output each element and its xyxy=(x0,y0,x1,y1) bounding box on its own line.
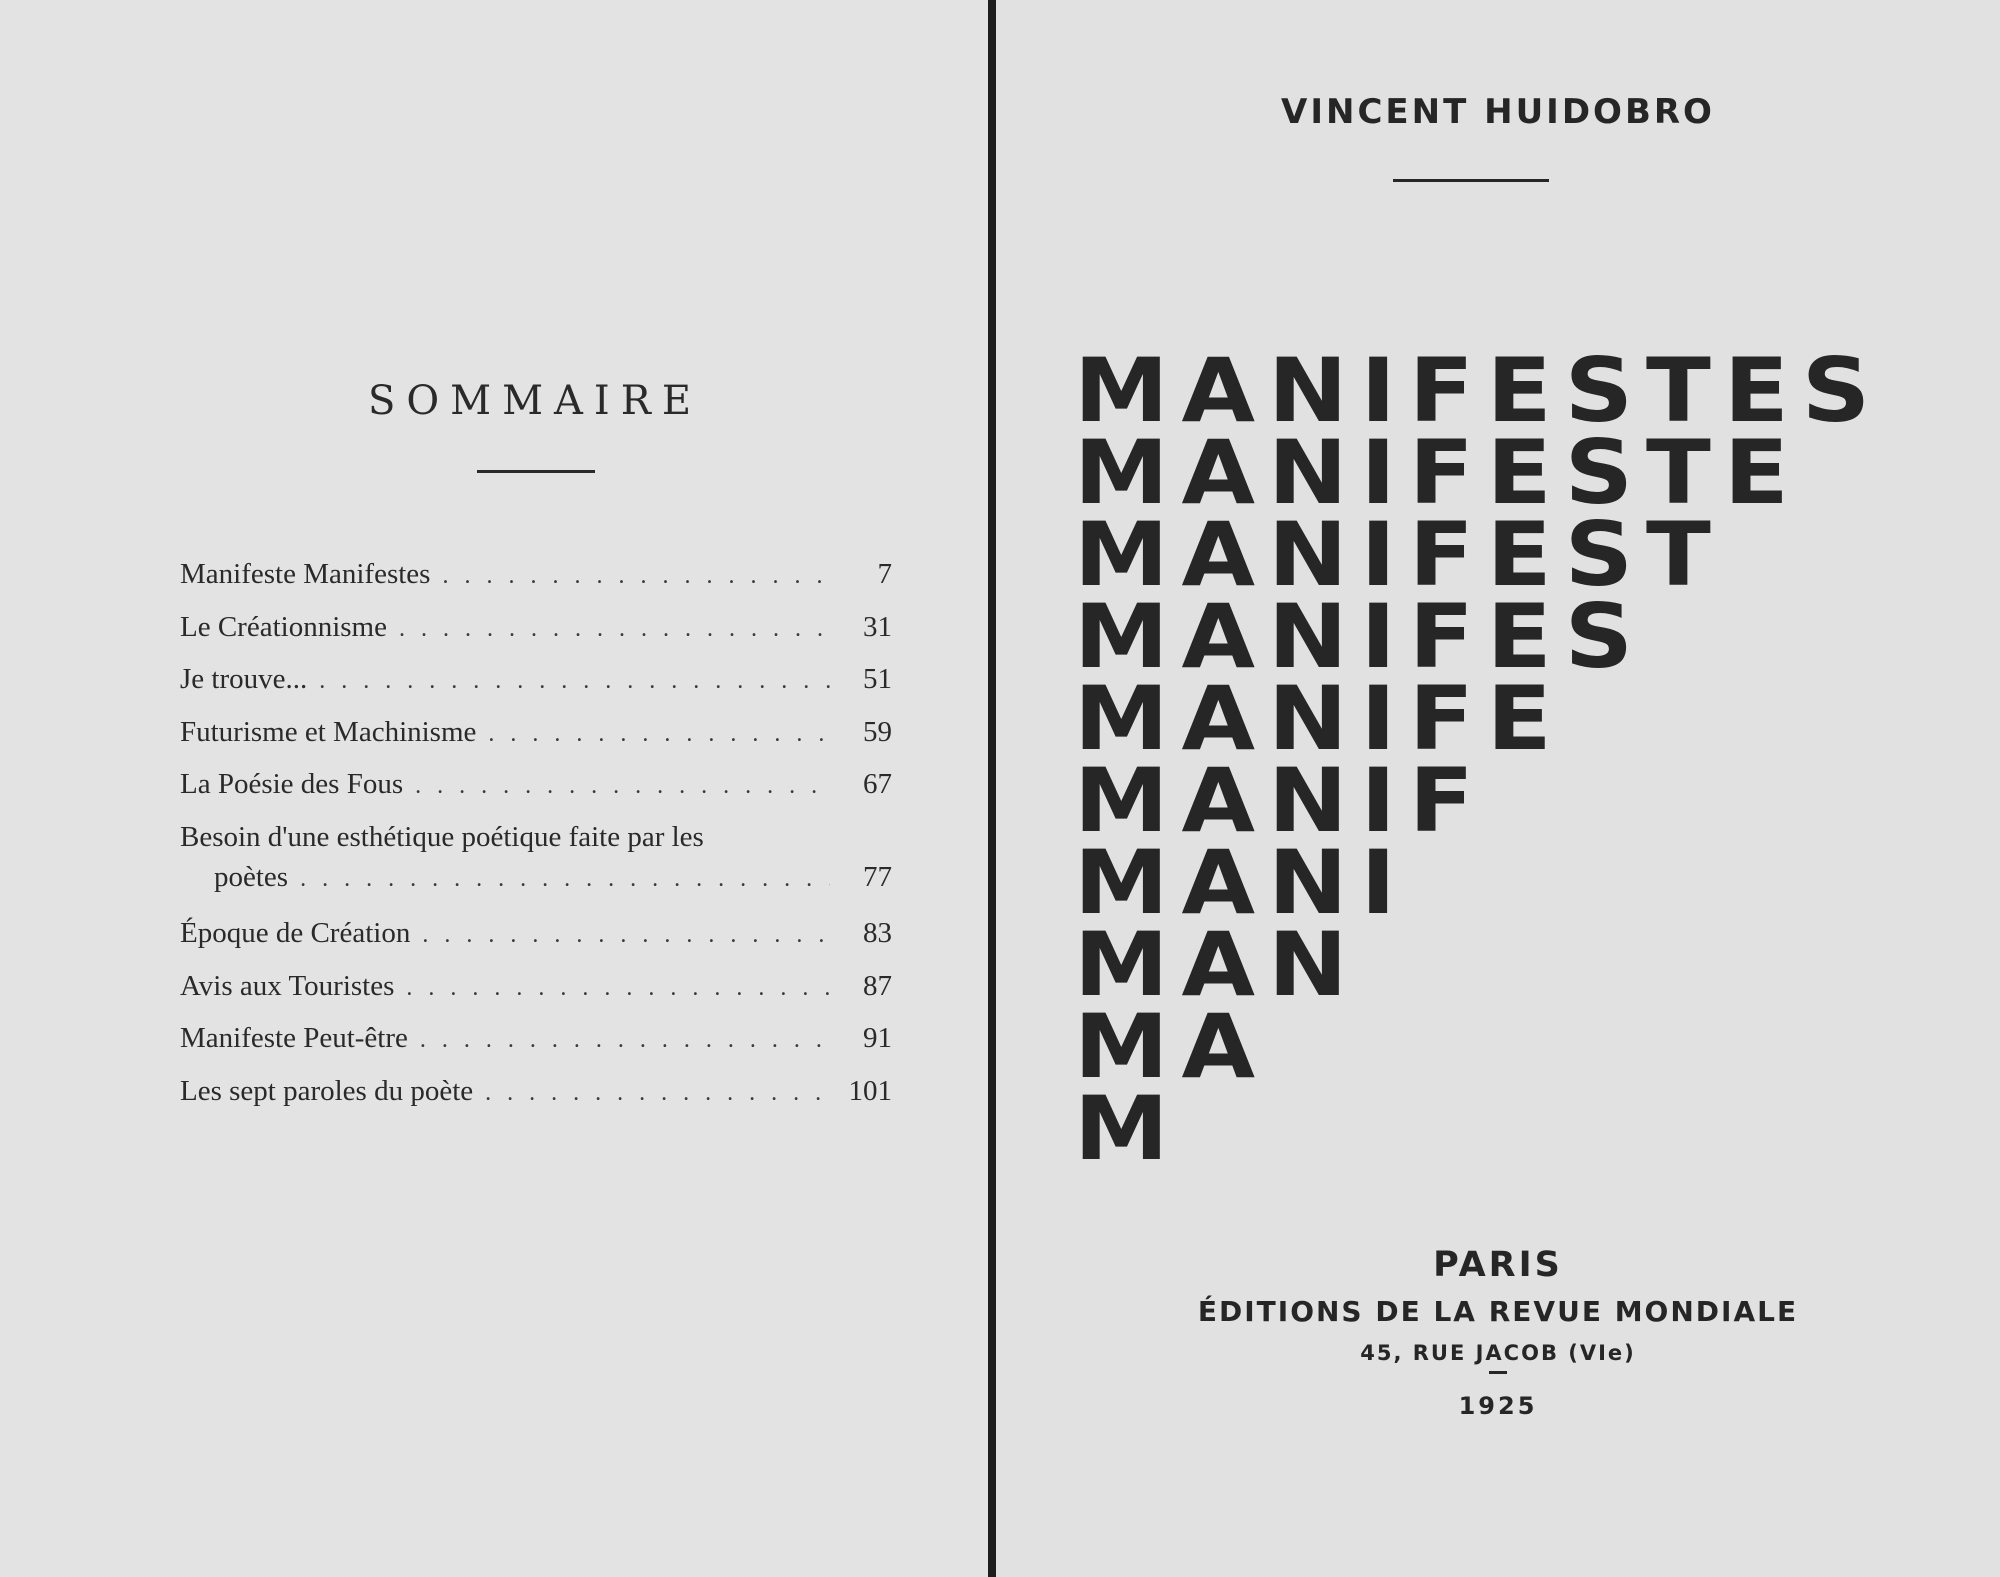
title-line: MANIF xyxy=(1074,749,1487,852)
title-line: M xyxy=(1074,1077,1182,1180)
title-line: MANIFESTES xyxy=(1074,339,1884,442)
toc-entry-title: Les sept paroles du poète xyxy=(180,1074,474,1107)
right-page xyxy=(996,0,2000,1577)
toc-entry-title: Je trouve... xyxy=(180,663,308,696)
author-rule xyxy=(1393,179,1549,182)
imprint-publisher: ÉDITIONS DE LA REVUE MONDIALE xyxy=(1197,1295,1799,1328)
dot-leader xyxy=(399,616,830,643)
toc-entry-page: 91 xyxy=(863,1022,892,1055)
title-line: MANIFEST xyxy=(1074,503,1724,606)
toc-entry xyxy=(180,716,892,769)
toc-entry xyxy=(180,970,892,1023)
toc-entry-page: 51 xyxy=(863,663,892,696)
toc-entry-page: 67 xyxy=(863,768,892,801)
imprint xyxy=(996,1245,2000,1420)
toc-entry-page: 59 xyxy=(863,715,892,748)
title-line: MANIFES xyxy=(1074,585,1647,688)
toc-entry-title: La Poésie des Fous xyxy=(180,768,404,801)
toc-entry xyxy=(180,558,892,611)
toc-entry xyxy=(180,1022,892,1075)
title-line: MANIFE xyxy=(1074,667,1565,770)
title-line: MAN xyxy=(1074,913,1361,1016)
toc-entry-title: Futurisme et Machinisme xyxy=(180,715,477,748)
book-gutter xyxy=(988,0,996,1577)
dot-leader xyxy=(422,922,830,949)
title-line: MANIFESTE xyxy=(1074,421,1802,524)
left-page xyxy=(0,0,988,1577)
toc-entry-title: Manifeste Manifestes xyxy=(180,558,431,590)
imprint-dash xyxy=(1489,1371,1507,1374)
dot-leader xyxy=(420,1027,830,1054)
dot-leader xyxy=(406,975,830,1002)
toc-entry-page: 77 xyxy=(863,860,892,893)
toc-entry-title: Avis aux Touristes xyxy=(180,969,395,1002)
table-of-contents xyxy=(180,558,892,1127)
toc-entry xyxy=(180,768,892,821)
dot-leader xyxy=(488,721,830,748)
toc-entry-title: Manifeste Peut-être xyxy=(180,1022,408,1055)
toc-entry-page: 87 xyxy=(863,969,892,1002)
toc-entry-page: 101 xyxy=(848,1074,892,1107)
toc-entry-continuation xyxy=(180,861,892,901)
imprint-address: 45, RUE JACOB (VIe) xyxy=(1360,1341,1636,1365)
toc-entry xyxy=(180,917,892,970)
toc-entry-title: Le Créationnisme xyxy=(180,610,387,643)
dot-leader xyxy=(415,773,830,800)
toc-entry-page: 7 xyxy=(877,558,892,590)
imprint-year: 1925 xyxy=(1458,1392,1538,1420)
imprint-city: PARIS xyxy=(1433,1245,1563,1285)
toc-entry-title: Époque de Création xyxy=(180,916,411,949)
toc-heading: SOMMAIRE xyxy=(367,378,703,424)
author-name: VINCENT HUIDOBRO xyxy=(1281,92,1715,132)
toc-entry-title-continued: poètes xyxy=(214,860,289,893)
dot-leader xyxy=(485,1080,830,1107)
dot-leader xyxy=(319,668,830,695)
toc-entry xyxy=(180,1075,892,1128)
dot-leader xyxy=(300,866,830,893)
toc-entry xyxy=(180,821,892,901)
toc-entry xyxy=(180,663,892,716)
title-line: MANI xyxy=(1074,831,1409,934)
toc-entry-title: Besoin d'une esthétique poétique faite par les xyxy=(180,820,704,853)
title-line: MA xyxy=(1074,995,1269,1098)
toc-entry-page: 31 xyxy=(863,610,892,643)
heading-rule xyxy=(477,470,595,473)
toc-entry xyxy=(180,611,892,664)
toc-entry-page: 83 xyxy=(863,916,892,949)
dot-leader xyxy=(442,563,830,590)
title-cascade xyxy=(1074,339,1884,1180)
